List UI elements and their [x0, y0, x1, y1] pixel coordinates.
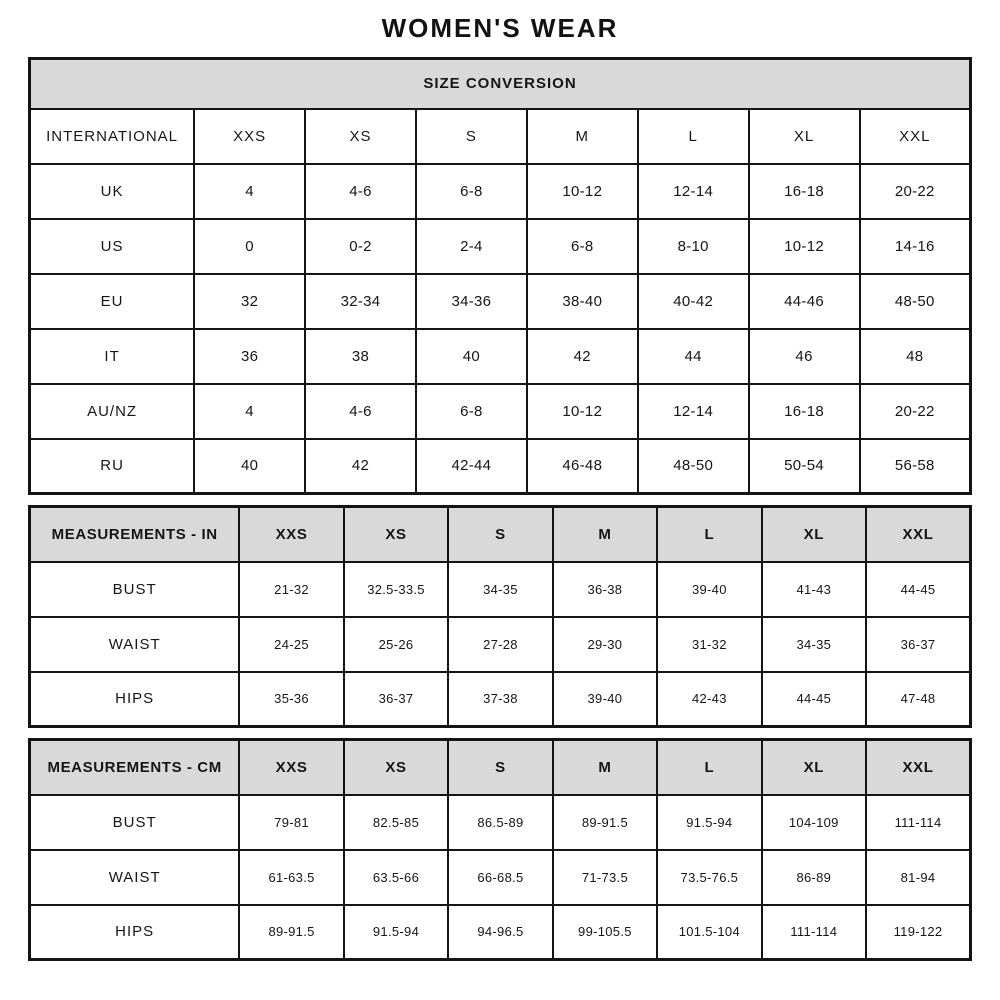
value-cell: 40: [194, 439, 305, 494]
column-header-row: [30, 109, 971, 164]
row-label-cell: BUST: [30, 795, 240, 850]
measurements-in-header: [30, 507, 971, 562]
table-row: [30, 795, 971, 850]
value-cell: 21-32: [239, 562, 343, 617]
value-cell: 37-38: [448, 672, 552, 727]
table-row: [30, 905, 971, 960]
value-cell: 34-35: [762, 617, 866, 672]
row-label-cell: IT: [30, 329, 195, 384]
value-cell: 81-94: [866, 850, 970, 905]
value-cell: 2-4: [416, 219, 527, 274]
value-cell: 39-40: [553, 672, 657, 727]
value-cell: 16-18: [749, 384, 860, 439]
value-cell: 36: [194, 329, 305, 384]
value-cell: 0: [194, 219, 305, 274]
measurements-cm-body: [30, 795, 971, 960]
value-cell: 119-122: [866, 905, 970, 960]
size-column-header: L: [657, 740, 761, 795]
value-cell: 61-63.5: [239, 850, 343, 905]
value-cell: 41-43: [762, 562, 866, 617]
value-cell: 29-30: [553, 617, 657, 672]
value-cell: 10-12: [749, 219, 860, 274]
row-label-cell: HIPS: [30, 672, 240, 727]
value-cell: 89-91.5: [553, 795, 657, 850]
size-column-header: L: [657, 507, 761, 562]
value-cell: 4-6: [305, 164, 416, 219]
value-cell: 34-36: [416, 274, 527, 329]
value-cell: 8-10: [638, 219, 749, 274]
size-column-header: XL: [749, 109, 860, 164]
value-cell: 101.5-104: [657, 905, 761, 960]
page-title: WOMEN'S WEAR: [381, 13, 619, 43]
size-column-header: XL: [762, 740, 866, 795]
value-cell: 6-8: [527, 219, 638, 274]
value-cell: 73.5-76.5: [657, 850, 761, 905]
value-cell: 35-36: [239, 672, 343, 727]
row-label-cell: RU: [30, 439, 195, 494]
value-cell: 104-109: [762, 795, 866, 850]
row-label-cell: WAIST: [30, 617, 240, 672]
value-cell: 38: [305, 329, 416, 384]
size-column-header: XXL: [866, 740, 970, 795]
measurements-cm-header: [30, 740, 971, 795]
row-label-cell: HIPS: [30, 905, 240, 960]
value-cell: 89-91.5: [239, 905, 343, 960]
table-row: [30, 164, 971, 219]
value-cell: 36-37: [866, 617, 970, 672]
size-column-header: M: [553, 740, 657, 795]
size-column-header: XS: [344, 507, 448, 562]
table-row: [30, 439, 971, 494]
value-cell: 24-25: [239, 617, 343, 672]
value-cell: 4: [194, 384, 305, 439]
size-column-header: M: [553, 507, 657, 562]
value-cell: 0-2: [305, 219, 416, 274]
row-label-cell: BUST: [30, 562, 240, 617]
size-column-header: M: [527, 109, 638, 164]
table-row: [30, 850, 971, 905]
size-conversion-body: [30, 109, 971, 494]
value-cell: 44: [638, 329, 749, 384]
value-cell: 12-14: [638, 164, 749, 219]
table-row: [30, 562, 971, 617]
column-header-row: [30, 740, 971, 795]
value-cell: 10-12: [527, 384, 638, 439]
size-conversion-table: [28, 57, 972, 495]
value-cell: 38-40: [527, 274, 638, 329]
value-cell: 47-48: [866, 672, 970, 727]
value-cell: 4-6: [305, 384, 416, 439]
value-cell: 16-18: [749, 164, 860, 219]
value-cell: 50-54: [749, 439, 860, 494]
value-cell: 42-44: [416, 439, 527, 494]
value-cell: 36-38: [553, 562, 657, 617]
table-row: [30, 384, 971, 439]
size-column-header: XXS: [239, 740, 343, 795]
row-label-cell: EU: [30, 274, 195, 329]
row-label-cell: US: [30, 219, 195, 274]
value-cell: 79-81: [239, 795, 343, 850]
table-row: [30, 329, 971, 384]
row-label-cell: AU/NZ: [30, 384, 195, 439]
row-label-cell: INTERNATIONAL: [30, 109, 195, 164]
table-title-cell: MEASUREMENTS - CM: [30, 740, 240, 795]
table-gap: [28, 728, 972, 738]
value-cell: 6-8: [416, 384, 527, 439]
size-column-header: XXL: [866, 507, 970, 562]
value-cell: 25-26: [344, 617, 448, 672]
value-cell: 46: [749, 329, 860, 384]
value-cell: 86-89: [762, 850, 866, 905]
size-column-header: S: [448, 740, 552, 795]
size-column-header: XXS: [239, 507, 343, 562]
value-cell: 99-105.5: [553, 905, 657, 960]
value-cell: 44-45: [866, 562, 970, 617]
table-row: [30, 672, 971, 727]
value-cell: 20-22: [860, 164, 971, 219]
measurements-cm-table: [28, 738, 972, 961]
value-cell: 94-96.5: [448, 905, 552, 960]
size-conversion-banner-row: [30, 59, 971, 109]
value-cell: 71-73.5: [553, 850, 657, 905]
value-cell: 48: [860, 329, 971, 384]
value-cell: 32-34: [305, 274, 416, 329]
value-cell: 111-114: [866, 795, 970, 850]
table-title-cell: MEASUREMENTS - IN: [30, 507, 240, 562]
value-cell: 56-58: [860, 439, 971, 494]
value-cell: 91.5-94: [344, 905, 448, 960]
value-cell: 36-37: [344, 672, 448, 727]
size-column-header: XXS: [194, 109, 305, 164]
value-cell: 32.5-33.5: [344, 562, 448, 617]
value-cell: 48-50: [638, 439, 749, 494]
table-row: [30, 617, 971, 672]
measurements-in-body: [30, 562, 971, 727]
column-header-row: [30, 507, 971, 562]
value-cell: 42: [527, 329, 638, 384]
value-cell: 27-28: [448, 617, 552, 672]
value-cell: 82.5-85: [344, 795, 448, 850]
table-row: [30, 219, 971, 274]
value-cell: 6-8: [416, 164, 527, 219]
table-gap: [28, 495, 972, 505]
row-label-cell: UK: [30, 164, 195, 219]
value-cell: 14-16: [860, 219, 971, 274]
size-column-header: S: [448, 507, 552, 562]
value-cell: 91.5-94: [657, 795, 761, 850]
value-cell: 34-35: [448, 562, 552, 617]
size-conversion-banner: SIZE CONVERSION: [30, 59, 971, 109]
measurements-in-table: [28, 505, 972, 728]
value-cell: 44-45: [762, 672, 866, 727]
value-cell: 44-46: [749, 274, 860, 329]
value-cell: 111-114: [762, 905, 866, 960]
value-cell: 10-12: [527, 164, 638, 219]
value-cell: 46-48: [527, 439, 638, 494]
value-cell: 39-40: [657, 562, 761, 617]
value-cell: 12-14: [638, 384, 749, 439]
value-cell: 42-43: [657, 672, 761, 727]
value-cell: 86.5-89: [448, 795, 552, 850]
table-row: [30, 274, 971, 329]
size-column-header: L: [638, 109, 749, 164]
size-column-header: XS: [305, 109, 416, 164]
value-cell: 66-68.5: [448, 850, 552, 905]
value-cell: 31-32: [657, 617, 761, 672]
value-cell: 42: [305, 439, 416, 494]
value-cell: 4: [194, 164, 305, 219]
value-cell: 48-50: [860, 274, 971, 329]
size-column-header: XL: [762, 507, 866, 562]
value-cell: 20-22: [860, 384, 971, 439]
value-cell: 63.5-66: [344, 850, 448, 905]
value-cell: 32: [194, 274, 305, 329]
size-column-header: XS: [344, 740, 448, 795]
row-label-cell: WAIST: [30, 850, 240, 905]
size-column-header: S: [416, 109, 527, 164]
value-cell: 40: [416, 329, 527, 384]
value-cell: 40-42: [638, 274, 749, 329]
size-column-header: XXL: [860, 109, 971, 164]
